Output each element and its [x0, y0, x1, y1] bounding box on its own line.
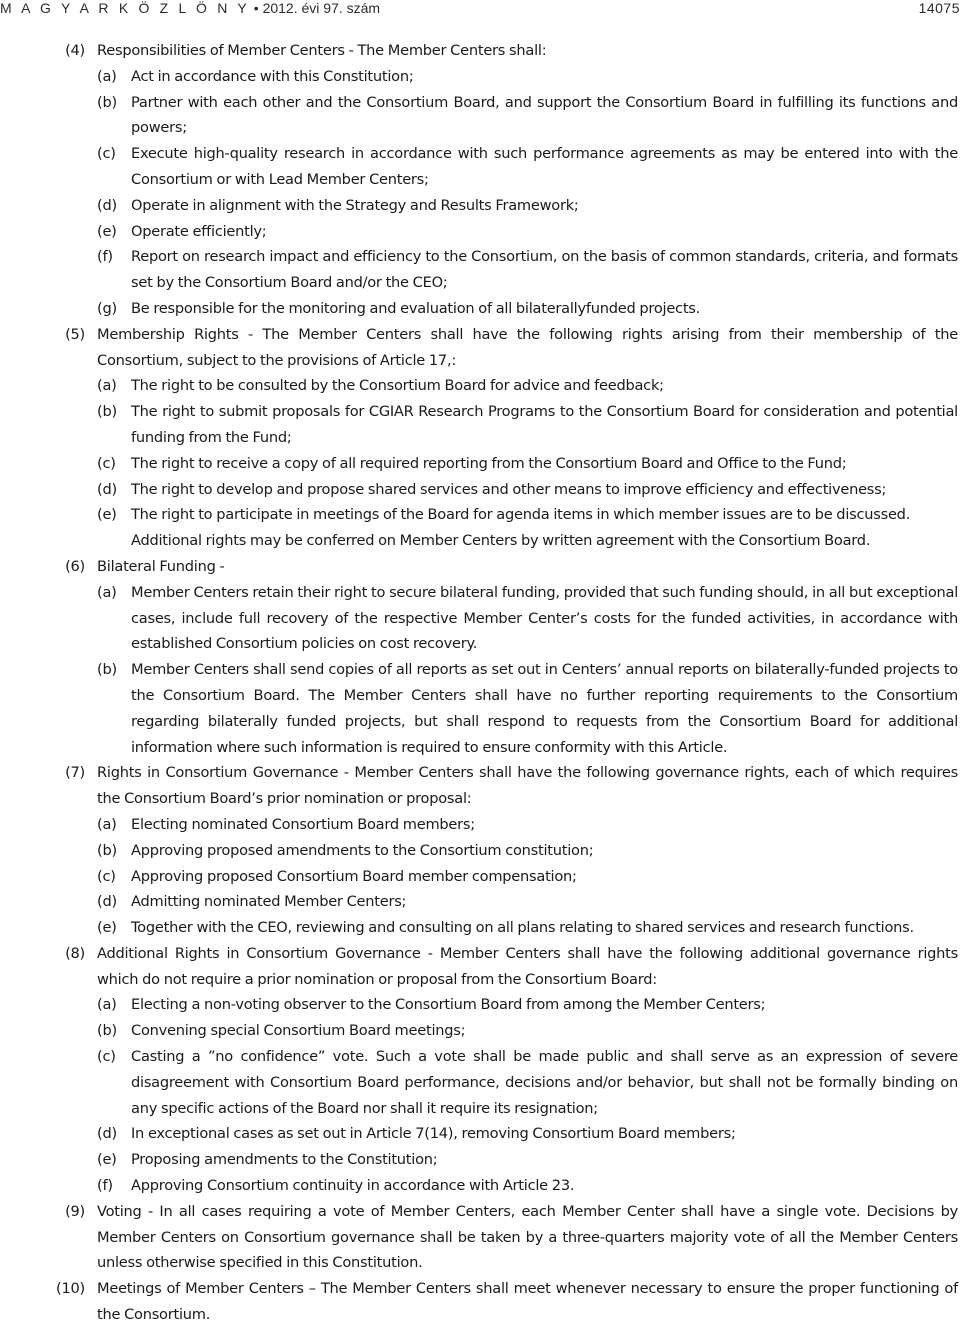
item-text: Member Centers retain their right to secure bilateral funding, provided that such funding should, in all but exceptional cases, include full recovery of the respective Member Center’s costs for the funded activities, in accordance with established Consortium policies on cost recovery.: [131, 583, 958, 653]
item-text: Operate in alignment with the Strategy and Results Framework;: [131, 196, 579, 214]
item-text: Casting a ”no confidence” vote. Such a vote shall be made public and shall serve as an expression of severe disagreement with Consortium Board performance, decisions and/or behavior, but shall not be formally binding on any specific actions of the Board nor shall it require its resignation;: [131, 1048, 958, 1117]
list-item: [0, 1044, 958, 1121]
item-letter: (a): [97, 377, 117, 395]
list-item: [0, 90, 958, 142]
item-letter: (e): [97, 919, 117, 937]
item-letter: (e): [97, 506, 117, 524]
section-9: [0, 1199, 958, 1276]
section-number: (5): [65, 325, 85, 343]
item-text: Proposing amendments to the Constitution;: [131, 1151, 438, 1169]
item-text: Approving proposed Consortium Board member compensation;: [131, 867, 577, 885]
item-text: Approving Consortium continuity in accordance with Article 23.: [131, 1177, 575, 1195]
item-letter: (d): [97, 1125, 117, 1143]
list-item: [0, 1018, 958, 1044]
list-item: [0, 502, 958, 528]
list-item: [0, 915, 958, 941]
list-item: [0, 296, 958, 322]
list-item: [0, 141, 958, 193]
section-10: [0, 1276, 958, 1328]
item-letter: (g): [97, 299, 117, 317]
running-head: [0, 0, 380, 16]
list-item: [0, 451, 958, 477]
item-text: Report on research impact and efficiency to the Consortium, on the basis of common standards, criteria, and formats set by the Consortium Board and/or the CEO;: [131, 248, 958, 292]
item-text: The right to receive a copy of all required reporting from the Consortium Board and Office to the Fund;: [131, 454, 847, 472]
item-letter: (a): [97, 815, 117, 833]
item-letter: (e): [97, 1151, 117, 1169]
item-letter: (e): [97, 222, 117, 240]
item-letter: (f): [97, 1177, 113, 1195]
item-letter: (d): [97, 480, 117, 498]
list-item: [0, 1173, 958, 1199]
item-text: Electing a non-voting observer to the Consortium Board from among the Member Centers;: [131, 996, 766, 1014]
section-text: Voting - In all cases requiring a vote of Member Centers, each Member Center shall have a single vote. Decisions by Member Centers on Consortium governance shall be taken by a three-quarters majority vote of all the Member Centers unless otherwise specified in this Constitution.: [97, 1202, 958, 1272]
item-text: Member Centers shall send copies of all reports as set out in Centers’ annual reports on bilaterally-funded projects to the Consortium Board. The Member Centers shall have no further reporting requirements to the Consortium regarding bilaterally funded projects, but shall respond to requests from the Consortium Board for additional information where such information is required to ensure conformity with this Article.: [131, 661, 958, 756]
item-letter: (a): [97, 67, 117, 85]
list-item: [0, 992, 958, 1018]
page-header: [0, 0, 960, 20]
section-note: Additional rights may be conferred on Member Centers by written agreement with the Consortium Board.: [131, 532, 871, 550]
item-letter: (b): [97, 661, 117, 679]
item-text: Approving proposed amendments to the Consortium constitution;: [131, 841, 594, 859]
item-letter: (d): [97, 893, 117, 911]
item-letter: (b): [97, 403, 117, 421]
section-5: [0, 322, 958, 554]
list-item: [0, 219, 958, 245]
list-item: [0, 657, 958, 760]
journal-title: M A G Y A R K Ö Z L Ö N Y: [0, 0, 250, 16]
item-letter: (a): [97, 583, 117, 601]
issue-label: 2012. évi 97. szám: [262, 0, 381, 16]
page-number: 14075: [918, 0, 960, 16]
section-number: (10): [56, 1280, 85, 1298]
section-4: [0, 38, 958, 322]
section-number: (7): [65, 764, 85, 782]
list-item: [0, 477, 958, 503]
item-text: The right to participate in meetings of the Board for agenda items in which member issues are to be discussed.: [131, 506, 911, 524]
item-letter: (c): [97, 145, 116, 163]
item-letter: (d): [97, 196, 117, 214]
item-letter: (b): [97, 1022, 117, 1040]
item-letter: (c): [97, 867, 116, 885]
item-letter: (b): [97, 841, 117, 859]
section-number: (6): [65, 557, 85, 575]
item-letter: (c): [97, 454, 116, 472]
item-text: Admitting nominated Member Centers;: [131, 893, 407, 911]
section-number: (4): [65, 42, 85, 59]
list-item: [0, 64, 958, 90]
item-letter: (b): [97, 93, 117, 111]
section-number: (9): [65, 1202, 85, 1220]
item-text: Partner with each other and the Consortium Board, and support the Consortium Board in fulfilling its functions and powers;: [131, 93, 958, 137]
item-text: In exceptional cases as set out in Article 7(14), removing Consortium Board members;: [131, 1125, 736, 1143]
section-text: Additional Rights in Consortium Governance - Member Centers shall have the following additional governance rights which do not require a prior nomination or proposal from the Consortium Board:: [97, 944, 958, 988]
list-item: [0, 889, 958, 915]
list-item: [0, 193, 958, 219]
item-text: Electing nominated Consortium Board members;: [131, 815, 475, 833]
section-text: Meetings of Member Centers – The Member Centers shall meet whenever necessary to ensure the proper functioning of the Consortium.: [97, 1280, 958, 1324]
section-number: (8): [65, 944, 85, 962]
item-text: The right to submit proposals for CGIAR Research Programs to the Consortium Board for consideration and potential funding from the Fund;: [131, 403, 958, 446]
item-text: Convening special Consortium Board meetings;: [131, 1022, 466, 1040]
document-body: [0, 38, 958, 1328]
list-item: [0, 812, 958, 838]
item-letter: (a): [97, 996, 117, 1014]
section-text: Rights in Consortium Governance - Member Centers shall have the following governance rights, each of which requires the Consortium Board’s prior nomination or proposal:: [97, 764, 958, 808]
list-item: [0, 1121, 958, 1147]
item-text: The right to develop and propose shared services and other means to improve efficiency and effectiveness;: [131, 480, 887, 498]
list-item: [0, 1147, 958, 1173]
section-text: Bilateral Funding -: [97, 557, 225, 575]
item-text: Together with the CEO, reviewing and consulting on all plans relating to shared services and research functions.: [131, 919, 914, 937]
bullet-separator: •: [253, 0, 259, 16]
item-letter: (c): [97, 1048, 116, 1066]
section-8: [0, 941, 958, 1199]
list-item: [0, 373, 958, 399]
item-letter: (f): [97, 248, 113, 266]
section-text: Responsibilities of Member Centers - The Member Centers shall:: [97, 42, 547, 59]
section-6: [0, 554, 958, 760]
item-text: Act in accordance with this Constitution;: [131, 67, 414, 85]
item-text: Be responsible for the monitoring and evaluation of all bilaterallyfunded projects.: [131, 299, 701, 317]
list-item: [0, 399, 958, 451]
section-7: [0, 760, 958, 941]
list-item: [0, 580, 958, 657]
item-text: Operate efficiently;: [131, 222, 267, 240]
item-text: The right to be consulted by the Consortium Board for advice and feedback;: [131, 377, 664, 395]
list-item: [0, 864, 958, 890]
list-item: [0, 244, 958, 296]
list-item: [0, 838, 958, 864]
section-text: Membership Rights - The Member Centers shall have the following rights arising from their membership of the Consortium, subject to the provisions of Article 17,:: [97, 325, 958, 369]
item-text: Execute high-quality research in accordance with such performance agreements as may be entered into with the Consortium or with Lead Member Centers;: [131, 145, 958, 188]
